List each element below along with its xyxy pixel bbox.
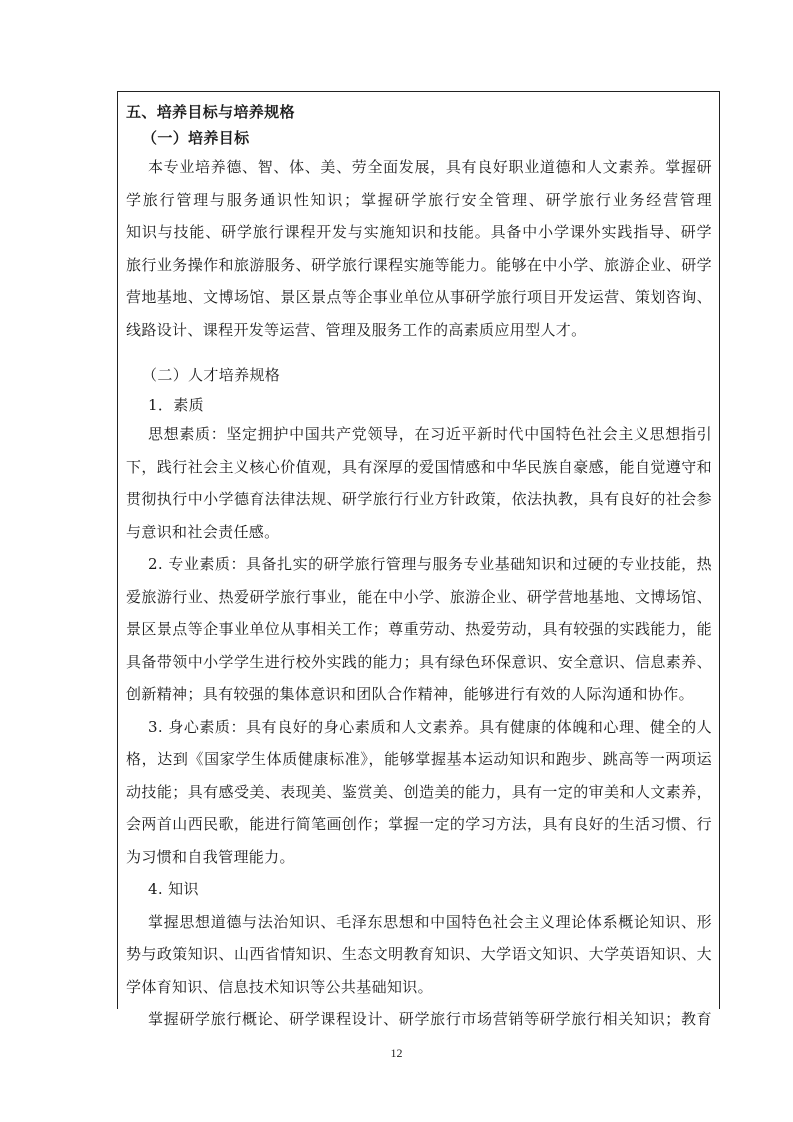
paragraph-line: 2. 专业素质：具备扎实的研学旅行管理与服务专业基础知识和过硬的专业技能，热 (148, 555, 712, 573)
talent-spec-heading: （二）人才培养规格 (142, 366, 281, 384)
physical-quality-paragraph (126, 715, 712, 871)
paragraph-line: 下，践行社会主义核心价值观，具有深厚的爱国情感和中华民族自豪感，能自觉遵守和 (126, 457, 712, 476)
paragraph-line: 知识与技能、研学旅行课程开发与实施知识和技能。具备中小学课外实践指导、研学 (126, 223, 712, 241)
training-goal-paragraph (126, 155, 712, 343)
paragraph-line: 与意识和社会责任感。 (126, 522, 280, 541)
paragraph-line: 思想素质：坚定拥护中国共产党领导，在习近平新时代中国特色社会主义思想指引 (148, 425, 712, 443)
paragraph-line: 创新精神；具有较强的集体意识和团队合作精神，能够进行有效的人际沟通和协作。 (126, 685, 694, 703)
paragraph-line: 线路设计、课程开发等运营、管理及服务工作的高素质应用型人才。 (126, 320, 587, 339)
paragraph-line: 学体育知识、信息技术知识等公共基础知识。 (126, 977, 434, 996)
paragraph-line: 贯彻执行中小学德育法律法规、研学旅行行业方针政策，依法执教，具有良好的社会参 (126, 490, 712, 508)
ideology-paragraph (126, 422, 712, 545)
page-number: 12 (390, 1046, 403, 1060)
knowledge-paragraph-specialized (126, 1007, 712, 1033)
knowledge-heading: 4. 知识 (148, 880, 199, 898)
knowledge-paragraph-general (126, 910, 712, 1001)
paragraph-line: 爱旅游行业、热爱研学旅行事业，能在中小学、旅游企业、研学营地基地、文博场馆、 (126, 587, 712, 606)
paragraph-line: 学旅行管理与服务通识性知识；掌握研学旅行安全管理、研学旅行业务经营管理 (126, 190, 712, 209)
paragraph-line: 动技能；具有感受美、表现美、鉴赏美、创造美的能力，具有一定的审美和人文素养， (126, 782, 712, 801)
quality-heading: 1．素质 (148, 395, 204, 414)
professional-quality-paragraph (126, 552, 712, 708)
paragraph-line: 景区景点等企事业单位从事相关工作；尊重劳动、热爱劳动，具有较强的实践能力，能 (126, 620, 712, 638)
paragraph-line: 格，达到《国家学生体质健康标准》，能够掌握基本运动知识和跑步、跳高等一两项运 (126, 750, 712, 768)
paragraph-line: 势与政策知识、山西省情知识、生态文明教育知识、大学语文知识、大学英语知识、大 (126, 945, 712, 963)
page-content (126, 100, 712, 1033)
paragraph-line: 营地基地、文博场馆、景区景点等企事业单位从事研学旅行项目开发运营、策划咨询、 (126, 288, 712, 306)
paragraph-line: 本专业培养德、智、体、美、劳全面发展，具有良好职业道德和人文素养。掌握研 (148, 158, 712, 176)
paragraph-line: 会两首山西民歌，能进行简笔画创作；掌握一定的学习方法，具有良好的生活习惯、行 (126, 815, 712, 833)
paragraph-line: 掌握研学旅行概论、研学课程设计、研学旅行市场营销等研学旅行相关知识；教育 (148, 1010, 712, 1028)
section-heading: 五、培养目标与培养规格 (126, 103, 295, 121)
content-table-frame (117, 91, 720, 1028)
paragraph-line: 旅行业务操作和旅游服务、研学旅行课程实施等能力。能够在中小学、旅游企业、研学 (126, 255, 712, 274)
paragraph-line: 掌握思想道德与法治知识、毛泽东思想和中国特色社会主义理论体系概论知识、形 (148, 912, 712, 931)
training-goal-heading: （一）培养目标 (142, 128, 250, 147)
paragraph-line: 3. 身心素质：具有良好的身心素质和人文素养。具有健康的体魄和心理、健全的人 (148, 717, 712, 736)
paragraph-line: 为习惯和自我管理能力。 (126, 847, 295, 866)
paragraph-line: 具备带领中小学学生进行校外实践的能力；具有绿色环保意识、安全意识、信息素养、 (126, 652, 712, 671)
